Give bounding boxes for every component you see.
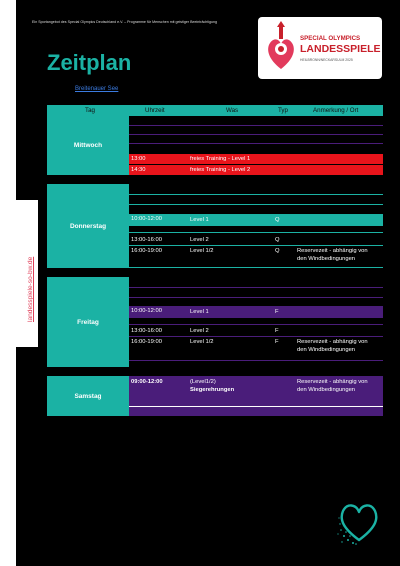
venue-link[interactable]: Breitenauer See [75,86,119,92]
row-divider [129,232,383,233]
time-cell: 10:00-12:00 [131,308,162,314]
row-divider [129,125,383,126]
day-cell-donnerstag: Donnerstag [47,184,129,268]
landesspiele-logo [258,17,382,79]
note-cell: Reservezeit - abhängig von [297,379,368,385]
page-title: Zeitplan [47,50,132,75]
time-cell: 13:00-16:00 [131,328,162,334]
header-note: Ein Sportangebot des Special Olympics Deutschland e.V. – Programme für Menschen mit geistiger Beeinträchtigung [32,20,218,24]
time-cell: 16:00-19:00 [131,248,162,254]
type-cell: F [275,309,279,315]
table-row [129,306,383,318]
row-divider [129,406,383,407]
special-olympics-emblem-icon [264,21,298,75]
time-cell: 10:00-12:00 [131,216,162,222]
what-cell: Level 2 [190,237,209,243]
time-cell: 09:00-12:00 [131,379,163,385]
dotted-heart-icon [336,498,382,546]
table-row [129,165,383,175]
what-cell: freies Training - Level 2 [190,167,251,173]
time-cell: 16:00-19:00 [131,339,162,345]
header-anmerkung: Anmerkung / Ort [313,107,359,114]
row-divider [129,287,383,288]
what-cell: (Level1/2) [190,379,216,385]
logo-line-2: LANDESSPIELE [300,43,381,55]
row-divider [129,267,383,268]
time-cell: 13:00 [131,156,146,162]
note-cell: Reservezeit - abhängig von [297,339,368,345]
what-cell: Level 1 [190,217,209,223]
what-cell: Siegerehrungen [190,387,235,393]
header-tag: Tag [85,107,95,114]
note-cell: den Windbedingungen [297,256,356,262]
table-row [129,326,383,336]
row-divider [129,143,383,144]
note-cell: den Windbedingungen [297,347,356,353]
row-divider [129,134,383,135]
table-row [129,235,383,245]
table-row [129,337,383,357]
what-cell: Level 1/2 [190,339,214,345]
note-cell: den Windbedingungen [297,387,356,393]
note-cell: Reservezeit - abhängig von [297,248,368,254]
what-cell: Level 1 [190,309,209,315]
row-divider [129,194,383,195]
logo-line-3: HEILBRONN/NECKARSULM 2025 [300,58,353,62]
header-uhrzeit: Uhrzeit [145,107,165,114]
table-row [129,376,383,416]
table-row [129,214,383,226]
what-cell: Level 1/2 [190,248,214,254]
table-row [129,154,383,164]
time-cell: 13:00-16:00 [131,237,162,243]
row-divider [129,324,383,325]
row-divider [129,360,383,361]
row-divider [129,297,383,298]
table-header [47,105,383,116]
header-was: Was [226,107,239,114]
row-divider [129,204,383,205]
what-cell: Level 2 [190,328,209,334]
type-cell: Q [275,217,280,223]
table-row [129,246,383,266]
day-cell-samstag: Samstag [47,376,129,416]
header-typ: Typ [278,107,288,114]
logo-line-1: SPECIAL OLYMPICS [300,35,361,42]
day-cell-freitag: Freitag [47,277,129,367]
type-cell: F [275,328,279,334]
what-cell: freies Training - Level 1 [190,156,251,162]
website-link[interactable]: landesspiele-so-bw.de [27,256,34,322]
type-cell: F [275,339,279,345]
day-cell-mittwoch: Mittwoch [47,116,129,175]
time-cell: 14:30 [131,167,146,173]
type-cell: Q [275,237,280,243]
type-cell: Q [275,248,280,254]
